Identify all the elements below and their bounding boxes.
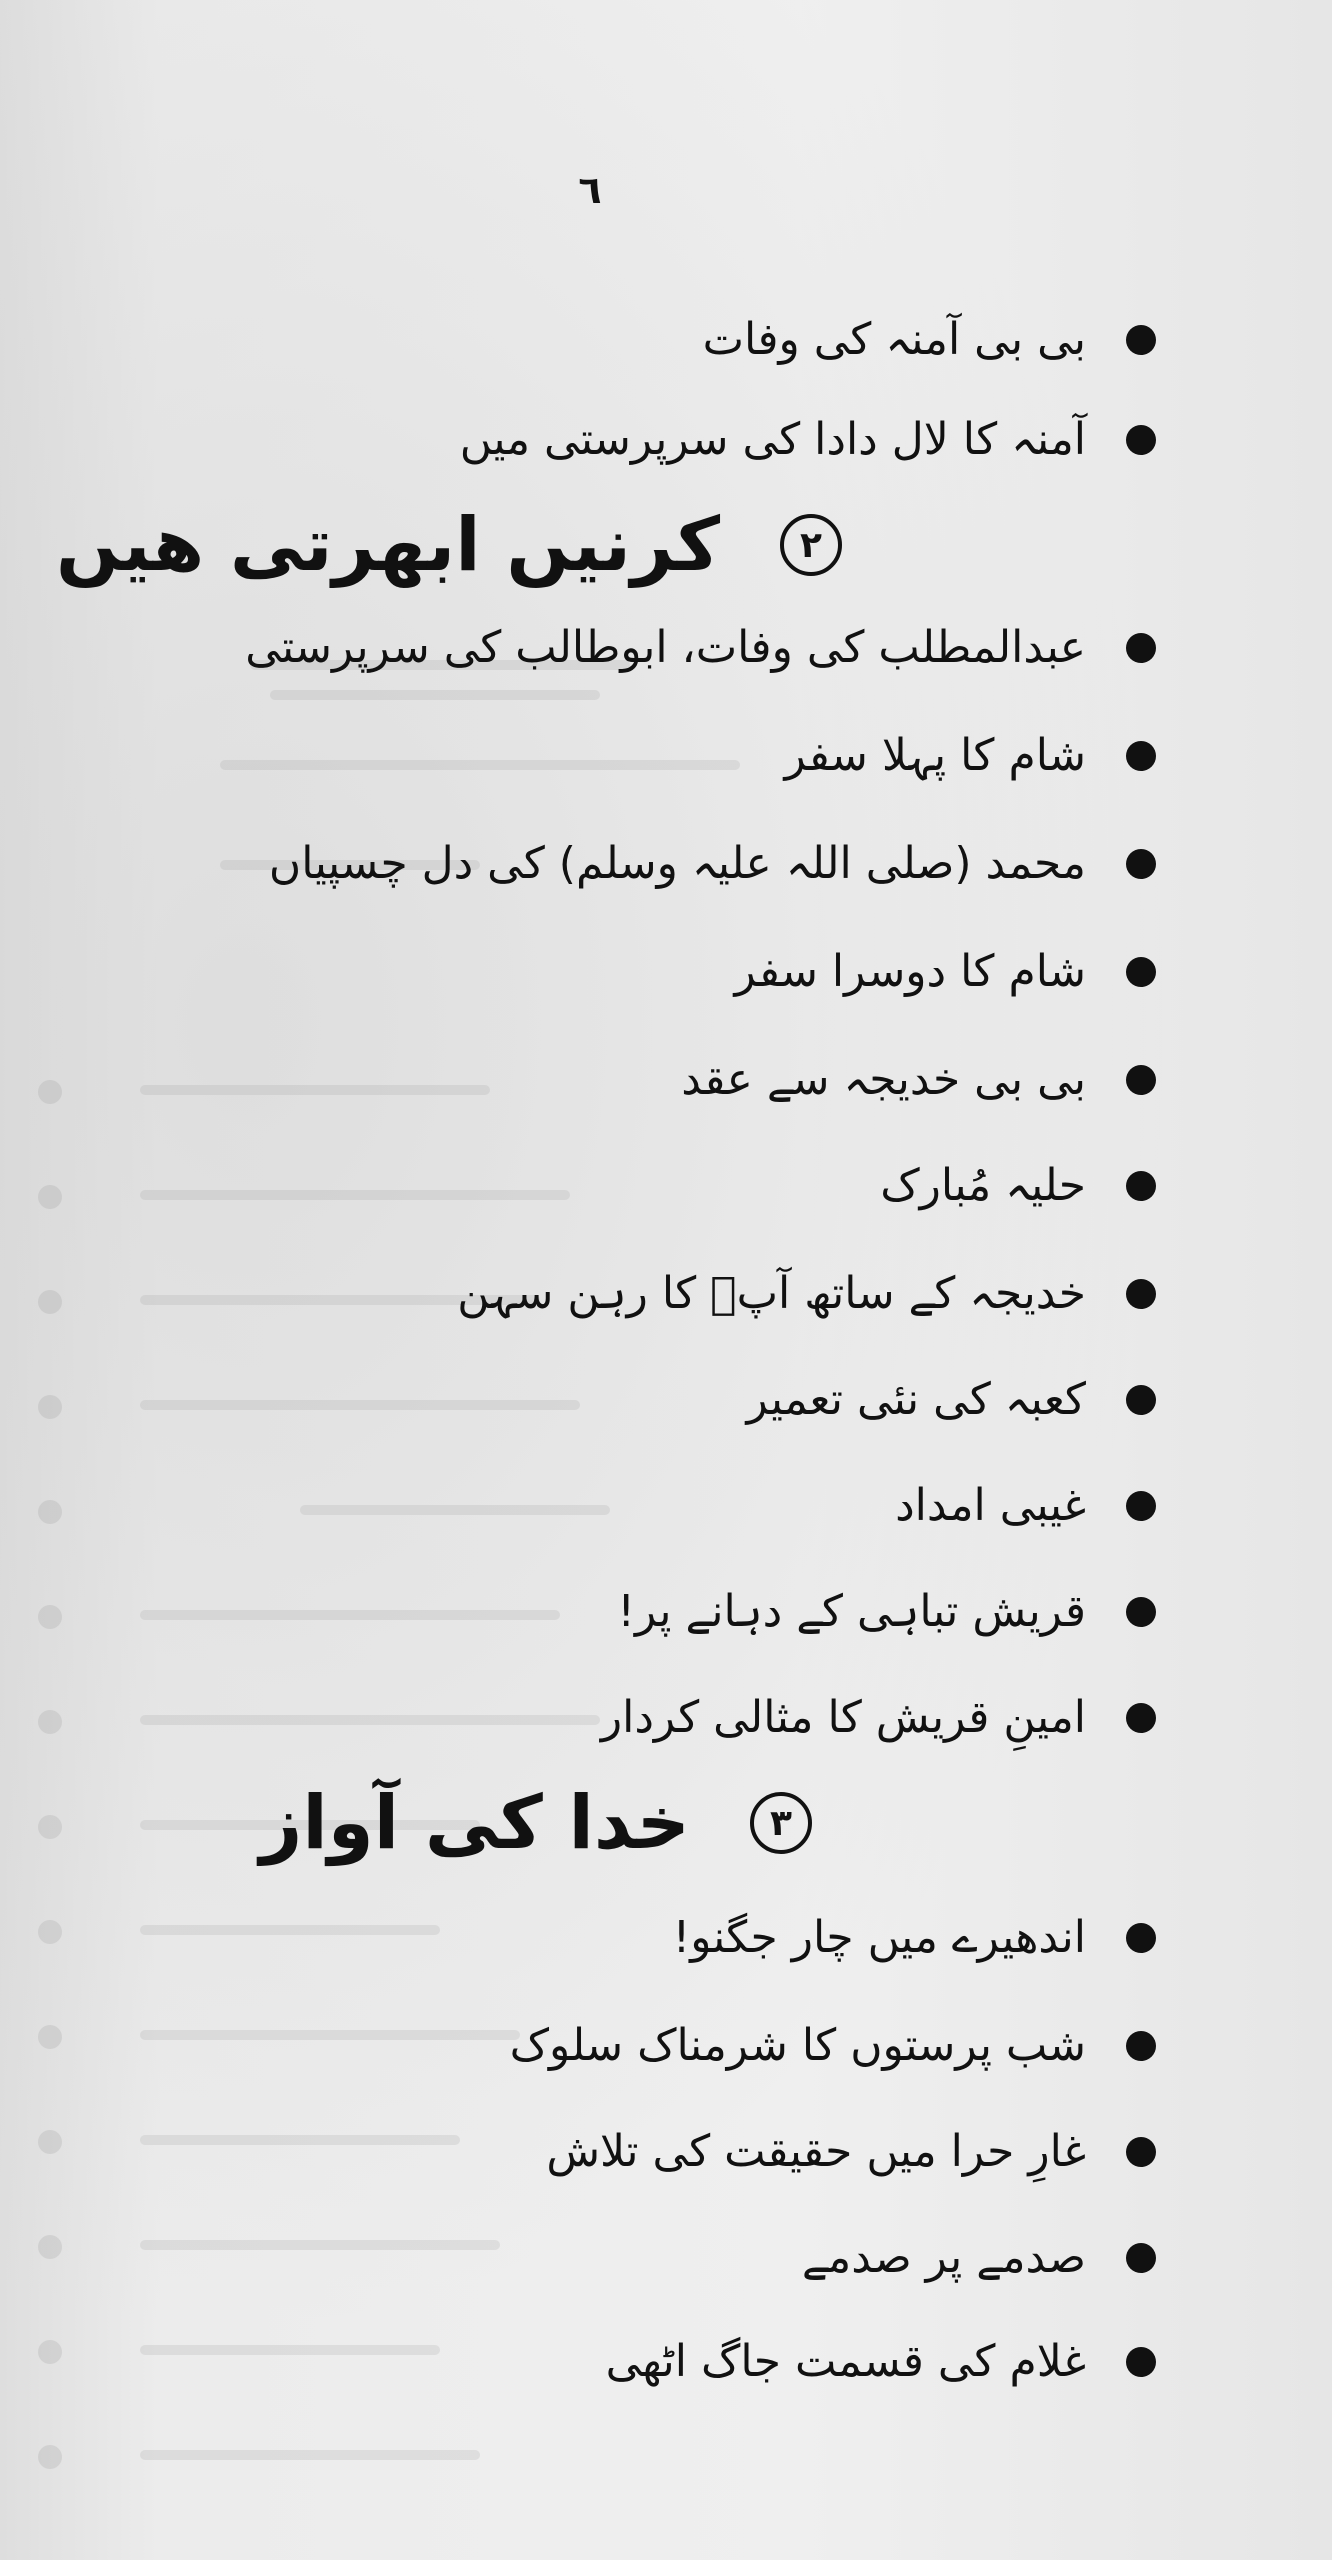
list-item-text: صدمے پر صدمے: [801, 2232, 1086, 2283]
list-item-text: بی بی خدیجہ سے عقد: [681, 1054, 1086, 1105]
bullet-icon: [1126, 1597, 1156, 1627]
chapter-title: خدا کی آواز: [259, 1780, 690, 1866]
chapter-number-badge: ۲: [780, 514, 842, 576]
chapter-heading: [259, 1780, 812, 1866]
list-item-text: شام کا پہلا سفر: [784, 730, 1086, 781]
bullet-icon: [1126, 2243, 1156, 2273]
list-item-text: شام کا دوسرا سفر: [734, 946, 1086, 997]
list-item: [509, 2020, 1156, 2071]
bullet-icon: [1126, 1385, 1156, 1415]
bullet-icon: [1126, 741, 1156, 771]
chapter-heading: [56, 502, 842, 588]
list-item-text: حلیہ مُبارک: [880, 1160, 1086, 1211]
list-item: [268, 838, 1156, 889]
list-item: [600, 1692, 1156, 1743]
list-item: [672, 1912, 1156, 1963]
bullet-icon: [1126, 633, 1156, 663]
list-item: [546, 2126, 1156, 2177]
list-item-text: کعبہ کی نئی تعمیر: [746, 1374, 1086, 1425]
list-item-text: خدیجہ کے ساتھ آپؐ کا رہن سہن: [457, 1268, 1086, 1319]
bullet-icon: [1126, 1171, 1156, 1201]
list-item: [734, 946, 1156, 997]
list-item: [617, 1586, 1156, 1637]
list-item-text: عبدالمطلب کی وفات، ابوطالب کی سرپرستی: [245, 622, 1086, 673]
list-item: [459, 414, 1156, 465]
bullet-icon: [1126, 1923, 1156, 1953]
page-number: ٦: [578, 168, 602, 212]
list-item: [880, 1160, 1156, 1211]
bullet-icon: [1126, 2347, 1156, 2377]
list-item: [605, 2336, 1156, 2387]
list-item: [895, 1480, 1156, 1531]
list-item-text: قریش تباہی کے دہانے پر!: [617, 1586, 1086, 1637]
bullet-icon: [1126, 957, 1156, 987]
list-item: [746, 1374, 1156, 1425]
list-item-text: بی بی آمنہ کی وفات: [702, 314, 1086, 365]
list-item-text: محمد (صلی اللہ علیہ وسلم) کی دل چسپیاں: [268, 838, 1086, 889]
bullet-icon: [1126, 1703, 1156, 1733]
list-item-text: آمنہ کا لال دادا کی سرپرستی میں: [459, 414, 1086, 465]
bullet-icon: [1126, 2137, 1156, 2167]
bullet-icon: [1126, 425, 1156, 455]
bullet-icon: [1126, 849, 1156, 879]
list-item-text: اندھیرے میں چار جگنو!: [672, 1912, 1086, 1963]
list-item: [801, 2232, 1156, 2283]
list-item: [245, 622, 1156, 673]
list-item-text: غیبی امداد: [895, 1480, 1086, 1531]
list-item: [702, 314, 1156, 365]
bullet-icon: [1126, 2031, 1156, 2061]
list-item: [784, 730, 1156, 781]
chapter-number-badge: ۳: [750, 1792, 812, 1854]
list-item-text: غلام کی قسمت جاگ اٹھی: [605, 2336, 1086, 2387]
bullet-icon: [1126, 1491, 1156, 1521]
bullet-icon: [1126, 1279, 1156, 1309]
bullet-icon: [1126, 325, 1156, 355]
list-item: [681, 1054, 1156, 1105]
bullet-icon: [1126, 1065, 1156, 1095]
chapter-title: کرنیں ابھرتی ھیں: [56, 502, 720, 588]
list-item-text: امینِ قریش کا مثالی کردار: [600, 1692, 1086, 1743]
list-item-text: غارِ حرا میں حقیقت کی تلاش: [546, 2126, 1086, 2177]
list-item-text: شب پرستوں کا شرمناک سلوک: [509, 2020, 1086, 2071]
list-item: [457, 1268, 1156, 1319]
